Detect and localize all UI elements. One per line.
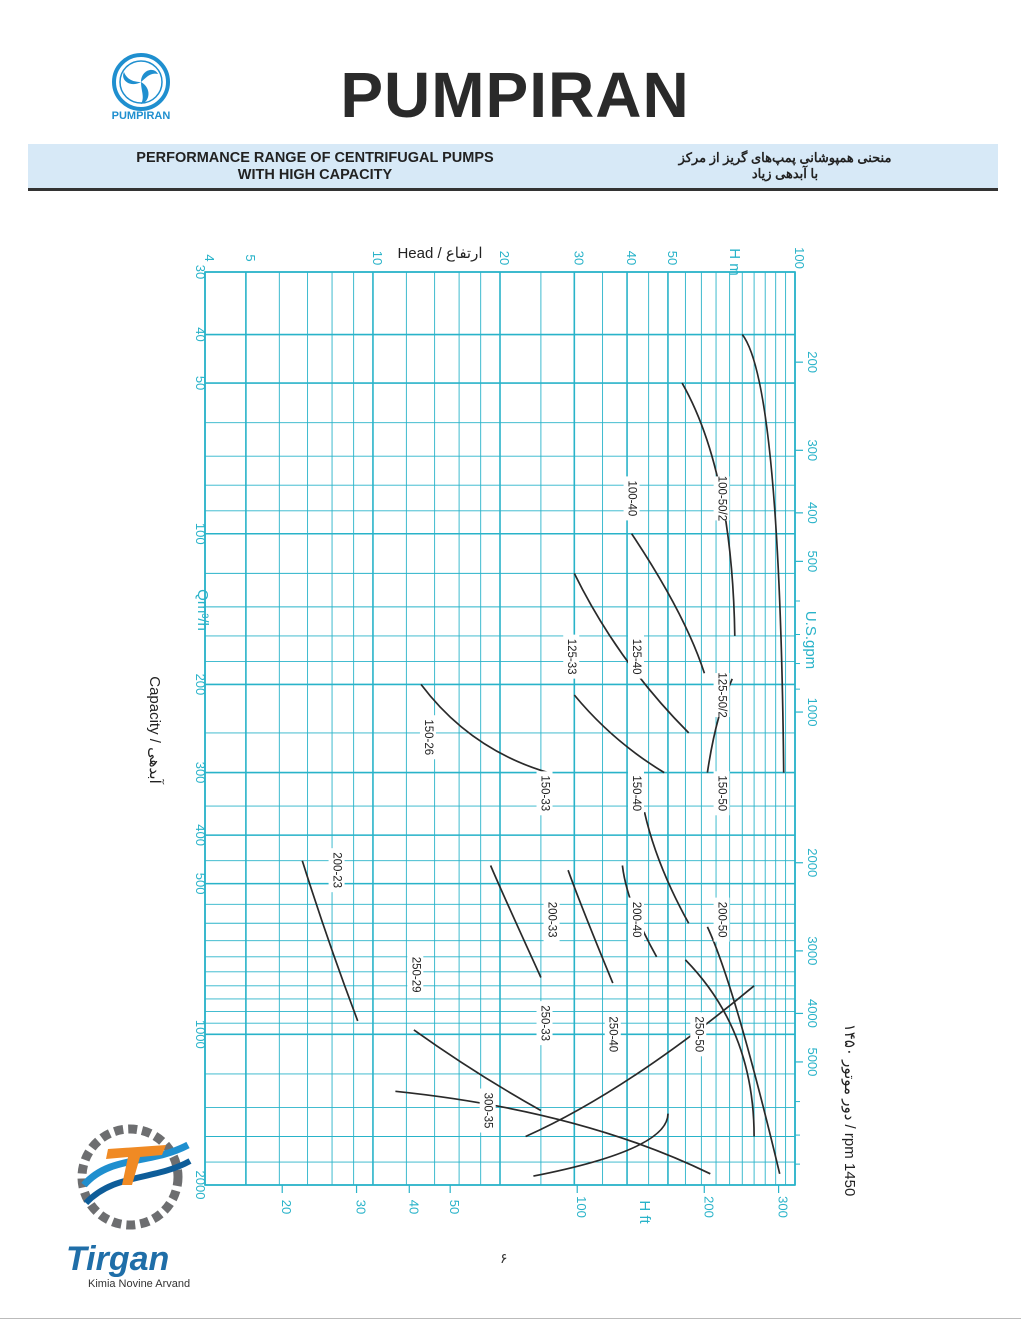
pump-range-outline <box>421 684 548 772</box>
head-m-tick-label: 50 <box>664 250 680 266</box>
capacity-tick-label: 1000 <box>193 1019 208 1049</box>
head-m-tick-label: 10 <box>369 250 385 266</box>
head-m-tick-label: 4 <box>202 254 217 262</box>
capacity-tick-label: 50 <box>193 375 208 391</box>
head-ft-tick-label: 50 <box>447 1199 463 1215</box>
chart-title-en-line2: WITH HIGH CAPACITY <box>237 167 393 183</box>
pump-region-label: 125-50/2 <box>715 672 728 718</box>
pump-region-label: 150-33 <box>538 775 551 812</box>
tirgan-logo-icon <box>70 1115 200 1245</box>
pump-region-label: 150-50 <box>715 775 728 812</box>
gpm-tick-label: 2000 <box>805 848 820 878</box>
head-m-tick-label: 100 <box>792 247 807 269</box>
gpm-tick-label: 500 <box>805 550 820 573</box>
capacity-tick-label: 30 <box>193 264 208 280</box>
gpm-tick-label: 3000 <box>805 936 820 966</box>
head-m-tick-label: 20 <box>497 250 512 266</box>
footer-divider <box>0 1318 1021 1319</box>
capacity-tick-label: 500 <box>193 872 208 895</box>
head-m-tick-label: 5 <box>242 254 258 262</box>
brand-title: PUMPIRAN <box>340 59 690 131</box>
pump-range-outline <box>395 1091 710 1174</box>
page-number: ۶ <box>500 1250 508 1266</box>
pump-region-label: 100-40 <box>625 480 638 517</box>
gpm-tick-label: 300 <box>805 439 820 462</box>
gpm-tick-label: 4000 <box>805 998 820 1028</box>
pump-range-outline <box>526 986 755 1137</box>
pump-region-label: 250-50 <box>692 1016 705 1053</box>
chart-title-en-line1: PERFORMANCE RANGE OF CENTRIFUGAL PUMPS <box>136 150 494 166</box>
pump-range-outline <box>645 812 689 923</box>
pump-region-label: 150-40 <box>629 775 642 812</box>
chart-title-fa-line2: با آبدهی زیاد <box>751 166 819 181</box>
head-ft-tick-label: 40 <box>406 1199 422 1215</box>
head-m-tick-label: 40 <box>624 250 640 266</box>
head-axis-label: Head / ارتفاع <box>397 245 483 262</box>
pump-range-outline <box>574 695 664 773</box>
head-ft-unit-label: H ft <box>636 1200 653 1224</box>
pump-region-label: 250-40 <box>606 1016 619 1053</box>
gpm-tick-label: 400 <box>805 502 820 524</box>
grid-major <box>205 272 795 1185</box>
capacity-tick-label: 200 <box>193 673 208 696</box>
partner-subtitle: Kimia Novine Arvand <box>88 1278 191 1290</box>
head-ft-tick-label: 20 <box>279 1199 295 1215</box>
pump-region-label: 200-50 <box>715 901 728 938</box>
head-ft-tick-label: 100 <box>574 1196 590 1218</box>
head-ft-tick-label: 30 <box>353 1199 369 1215</box>
pump-range-outline <box>491 866 541 978</box>
head-ft-tick-label: 300 <box>775 1196 791 1218</box>
capacity-unit-label: Qm³/h <box>194 589 211 631</box>
gpm-axis-label: U.S.gpm <box>802 610 819 670</box>
pump-region-label: 150-26 <box>421 719 434 756</box>
axis-titles <box>194 245 819 1224</box>
pump-range-outline <box>742 335 783 773</box>
pump-region-label: 200-33 <box>545 901 558 938</box>
logo-text: PUMPIRAN <box>111 110 171 122</box>
pump-region-label: 300-35 <box>481 1092 494 1129</box>
gpm-tick-label: 1000 <box>805 697 820 727</box>
capacity-tick-label: 2000 <box>193 1170 208 1200</box>
capacity-tick-label: 400 <box>193 824 208 846</box>
pump-region-label: 200-23 <box>330 852 343 889</box>
pump-region-label: 100-50/2 <box>715 475 728 522</box>
chart-title-fa-line1: منحنی همپوشانی پمپ‌های گریز از مرکز <box>678 150 892 165</box>
speed-label: 1450 rpm / دور موتور ۱۴۵۰ <box>841 1023 858 1197</box>
pump-region-label: 250-29 <box>409 956 422 993</box>
capacity-axis-label: Capacity / آبدهی <box>146 676 163 784</box>
gpm-tick-label: 200 <box>805 351 820 374</box>
pump-region-label: 250-33 <box>538 1005 551 1042</box>
partner-name: Tirgan <box>66 1240 170 1278</box>
capacity-tick-label: 40 <box>193 327 208 342</box>
gpm-tick-label: 5000 <box>805 1047 820 1077</box>
capacity-tick-label: 100 <box>193 522 208 545</box>
pump-range-outline <box>414 1030 541 1111</box>
pump-range-outlines <box>302 335 783 1177</box>
head-ft-tick-label: 200 <box>701 1196 717 1218</box>
pump-region-label: 125-33 <box>565 638 578 675</box>
head-m-tick-label: 30 <box>571 250 587 266</box>
capacity-tick-label: 300 <box>193 761 208 784</box>
pump-region-label: 125-40 <box>629 638 642 675</box>
head-m-unit-label: H m <box>726 248 743 276</box>
pump-region-label: 200-40 <box>629 901 642 938</box>
